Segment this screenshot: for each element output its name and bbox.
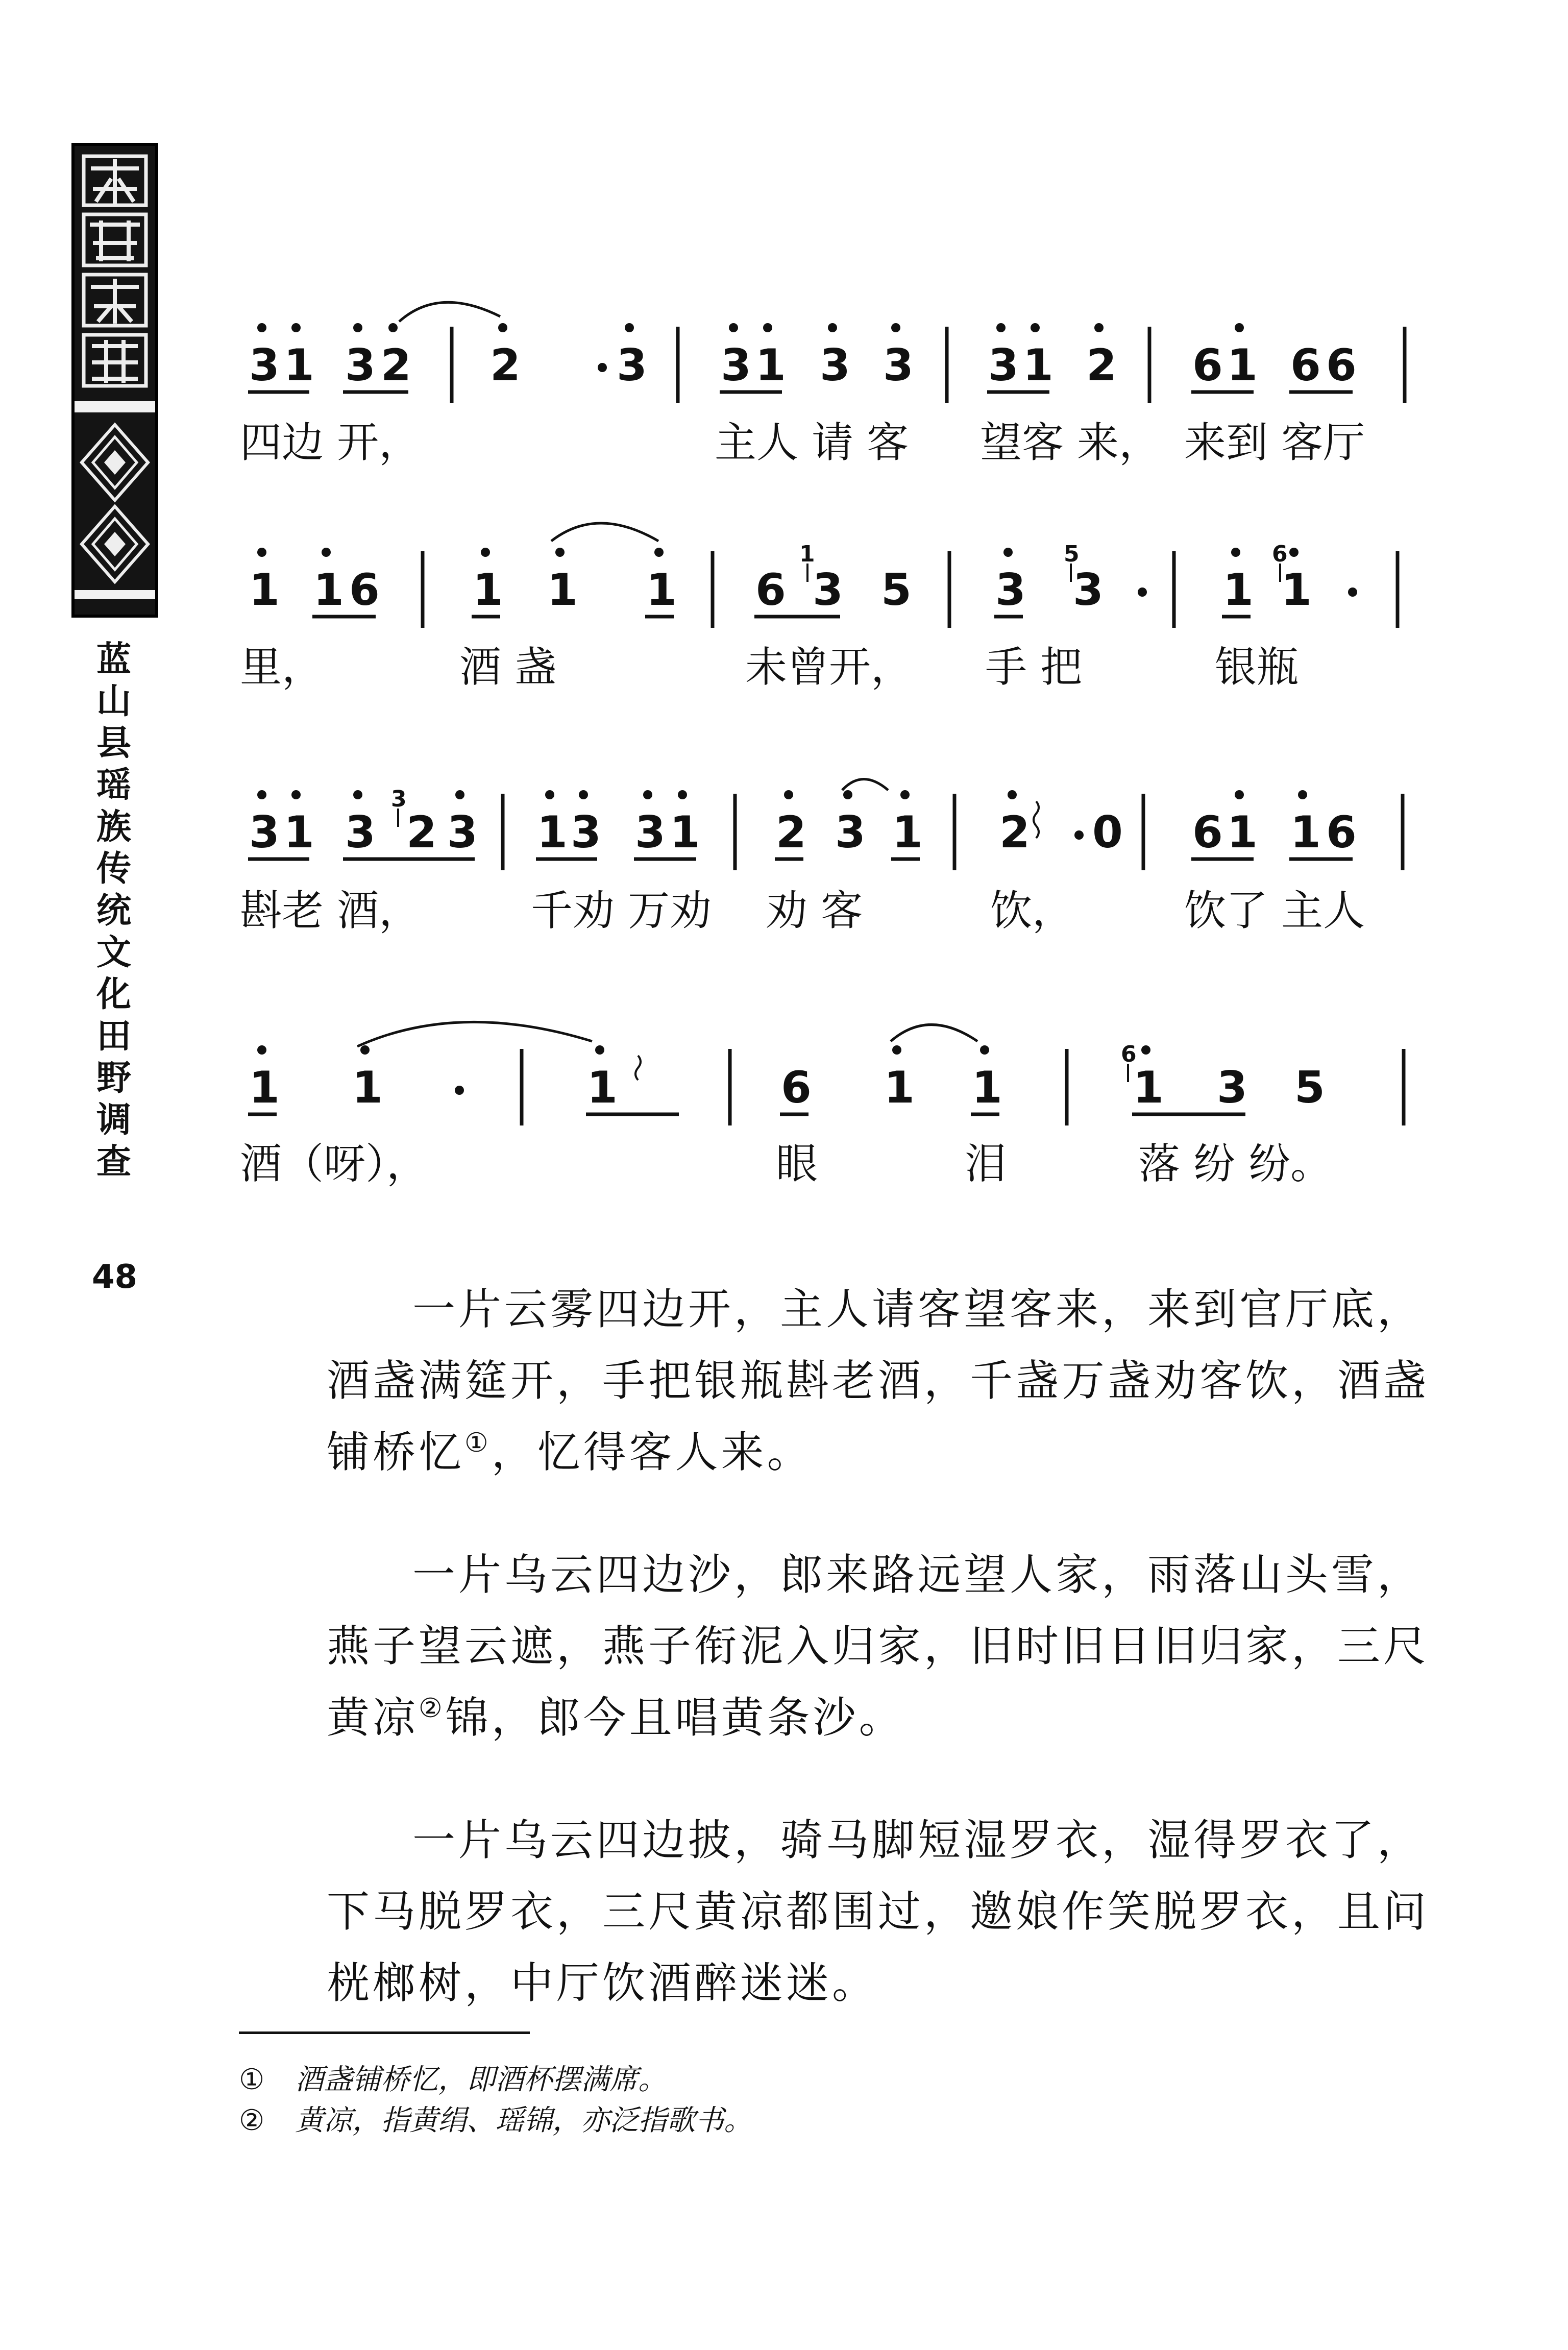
- note: 1: [884, 1062, 915, 1113]
- lyric: 饮了 主人: [1184, 887, 1365, 935]
- note: 1: [547, 565, 578, 616]
- lyric: 劝 客: [766, 887, 863, 935]
- note: 1: [537, 807, 568, 858]
- note: 3: [883, 340, 914, 391]
- lyric: 未曾开，: [745, 643, 913, 692]
- lyric: 望客 来，: [980, 419, 1161, 467]
- footnote-2: [239, 2098, 752, 2139]
- note: 1: [352, 1062, 383, 1113]
- note: 3: [635, 807, 666, 858]
- lyric: 落 纷 纷。: [1138, 1140, 1333, 1188]
- paragraph-text: 一片乌云四边披，骑马脚短湿罗衣，湿得罗衣了，下马脱罗衣，三尺黄凉都围过，邀娘作笑脱罗衣，且问桄榔树，中厅饮酒醉迷迷。: [327, 1815, 1430, 2008]
- paragraph-text: 锦，郎今且唱黄条沙。: [445, 1693, 905, 1743]
- grace-note: 6: [1121, 1041, 1137, 1067]
- note: 2: [1086, 340, 1117, 391]
- note: 2: [999, 807, 1030, 858]
- lyric: 里，: [240, 643, 324, 692]
- footnote-text: 黄凉，指黄绢、瑶锦，亦泛指歌书。: [295, 2104, 753, 2137]
- note: 3: [988, 340, 1019, 391]
- note: 6: [349, 565, 380, 616]
- note: 1: [587, 1062, 618, 1113]
- note: 1: [892, 807, 923, 858]
- note: 3: [1217, 1062, 1247, 1113]
- note: 2: [406, 807, 437, 858]
- lyric: 酒（呀），: [240, 1140, 429, 1188]
- note: 3: [571, 807, 601, 858]
- note: 3: [820, 340, 850, 391]
- note: 2: [381, 340, 411, 391]
- footnote-divider: [239, 2031, 530, 2034]
- lyric: 银瓶: [1215, 643, 1299, 692]
- note: 1: [1223, 565, 1254, 616]
- score-line-1: [240, 302, 1405, 467]
- note: 6: [755, 565, 786, 616]
- grace-note: 3: [391, 786, 407, 812]
- note: 5: [881, 565, 912, 616]
- note: 0: [1092, 807, 1123, 858]
- note: 2: [776, 807, 806, 858]
- lyric: 手 把: [985, 643, 1083, 692]
- verse-paragraph-3: [327, 1804, 1444, 2019]
- paragraph-text: 一片云雾四边开，主人请客望客来，来到官厅底，酒盏满筵开，手把银瓶斟老酒，千盏万盏劝客饮，酒盏铺桥忆: [327, 1284, 1430, 1477]
- note: 6: [1192, 807, 1223, 858]
- note: 2: [490, 340, 521, 391]
- footnote-ref[interactable]: ①: [464, 1428, 492, 1458]
- note: 1: [1023, 340, 1054, 391]
- note: 6: [781, 1062, 812, 1113]
- verse-paragraph-2: [327, 1539, 1444, 1753]
- note: 1: [284, 807, 314, 858]
- lyric: 酒 盏: [459, 643, 557, 692]
- lyric: 眼: [776, 1140, 818, 1188]
- note: 5: [1294, 1062, 1325, 1113]
- note: 3: [1073, 565, 1104, 616]
- footnote-marker: ①: [239, 2063, 265, 2096]
- footnote-text: 酒盏铺桥忆，即酒杯摆满席。: [295, 2063, 667, 2096]
- note: 1: [670, 807, 700, 858]
- note: 3: [721, 340, 751, 391]
- vertical-book-title-text: 蓝山县瑶族传统文化田野调查: [96, 640, 131, 1182]
- note: 1: [313, 565, 344, 616]
- score-line-2: [240, 523, 1398, 692]
- note: 1: [284, 340, 314, 391]
- note: 3: [345, 807, 376, 858]
- grace-note: 5: [1064, 541, 1080, 567]
- lyric: 泪: [965, 1140, 1007, 1188]
- lyric: 主人 请 客: [715, 419, 909, 467]
- paragraph-text: ，忆得客人来。: [491, 1427, 813, 1477]
- footnote-marker: ②: [239, 2104, 265, 2137]
- note: 3: [447, 807, 478, 858]
- note: 3: [617, 340, 647, 391]
- note: 3: [249, 807, 280, 858]
- score-line-4: [240, 1022, 1404, 1188]
- note: 1: [1227, 340, 1258, 391]
- footnote-1: [239, 2057, 667, 2098]
- note: 6: [1326, 340, 1357, 391]
- note: 6: [1326, 807, 1357, 858]
- note: 1: [755, 340, 786, 391]
- grace-note: 1: [799, 541, 815, 567]
- note: 1: [473, 565, 503, 616]
- footnote-ref[interactable]: ②: [419, 1693, 446, 1724]
- paragraph-text: 一片乌云四边沙，郎来路远望人家，雨落山头雪，燕子望云遮，燕子衔泥入归家，旧时旧日旧归家，三尺黄凉: [327, 1550, 1430, 1743]
- note: 3: [995, 565, 1026, 616]
- note: 6: [1192, 340, 1223, 391]
- note: 1: [972, 1062, 1002, 1113]
- note: 1: [249, 565, 280, 616]
- note: 3: [249, 340, 280, 391]
- note: 6: [1290, 340, 1321, 391]
- lyric: 斟老 酒，: [240, 887, 421, 935]
- page-number: 48: [92, 1258, 138, 1296]
- grace-note: 6: [1272, 541, 1288, 567]
- note: 1: [646, 565, 677, 616]
- score-line-3: [240, 779, 1403, 936]
- note: 1: [249, 1062, 280, 1113]
- lyric: 千劝 万劝: [531, 887, 712, 935]
- note: 3: [813, 565, 843, 616]
- verse-paragraph-1: [327, 1274, 1444, 1488]
- note: 1: [1281, 565, 1312, 616]
- note: 1: [1290, 807, 1321, 858]
- note: 1: [1133, 1062, 1164, 1113]
- note: 3: [345, 340, 376, 391]
- note: 3: [835, 807, 866, 858]
- note: 1: [1227, 807, 1258, 858]
- lyric: 来到 客厅: [1184, 419, 1365, 467]
- lyric: 四边 开，: [240, 419, 421, 467]
- lyric: 饮，: [990, 887, 1074, 935]
